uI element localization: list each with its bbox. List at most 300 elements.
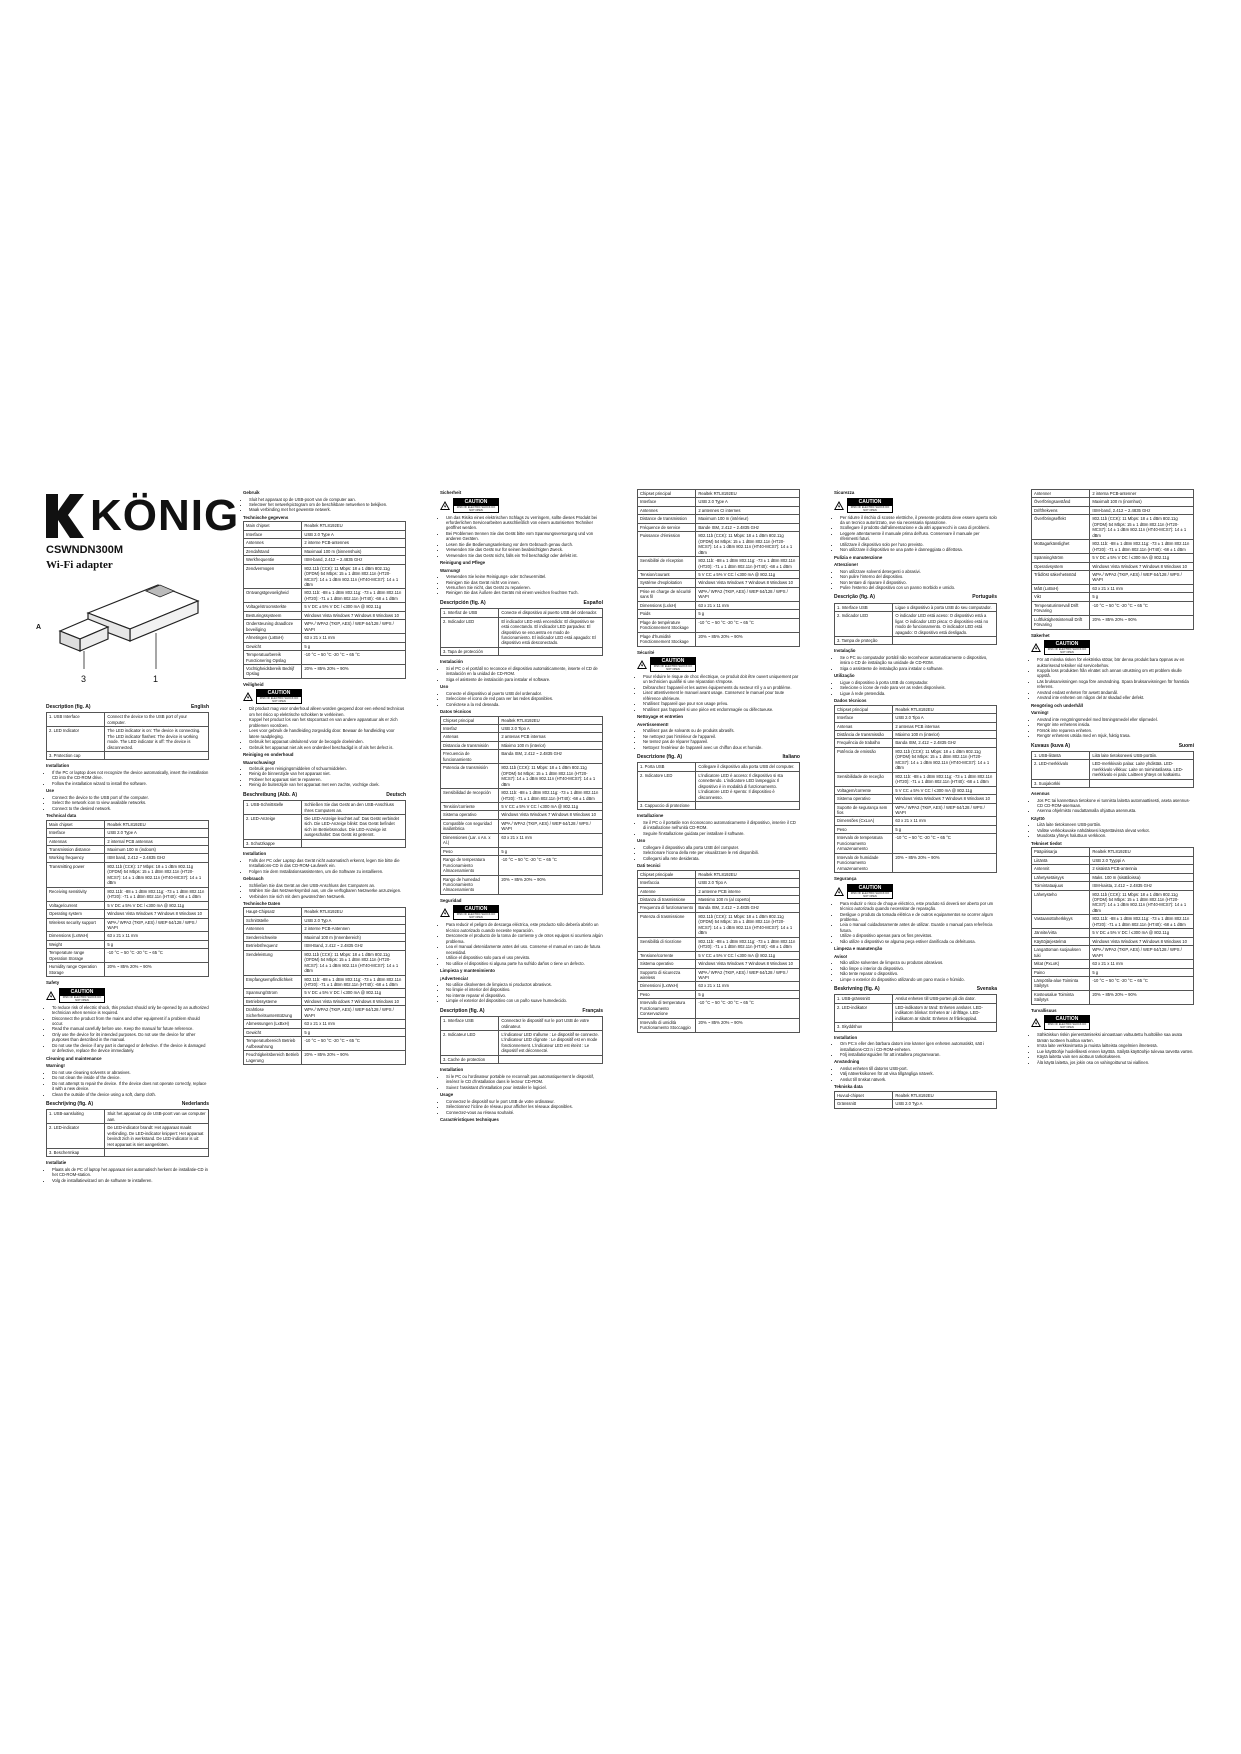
list-item: • Utilice el dispositivo solo para el uso previsto. <box>446 955 603 960</box>
list-item: • Ne nettoyez pas l'intérieur de l'appareil. <box>643 734 800 739</box>
list-item: • Verwenden Sie das Gerät nicht, falls ein Teil beschädigt oder defekt ist. <box>446 553 603 558</box>
caution-label-box <box>453 498 499 513</box>
cleaning-heading-fr: Nettoyage et entretien <box>637 714 684 720</box>
technical-data-table-es <box>440 716 603 895</box>
table-key-cell: Antennes <box>638 506 696 514</box>
use-heading-es: Uso <box>440 684 449 690</box>
table-row <box>244 950 406 975</box>
table-key-cell: Peso <box>835 825 893 833</box>
table-value-cell: Maximalt 100 m (inomhus) <box>1090 498 1194 506</box>
brand-wordmark: KÖNIG <box>90 491 240 540</box>
table-row <box>441 750 603 764</box>
safety-list-it <box>834 515 997 553</box>
table-value-cell: 2 antenas PCB internas <box>893 722 997 730</box>
table-row <box>1032 554 1194 562</box>
table-value-cell: WPA / WPA2 (TKIP, AES) / WEP 64/128 / WPS / WAPI <box>893 803 997 817</box>
table-row <box>835 637 997 645</box>
list-item: • Bei Problemen trennen Sie das Gerät bitte vom Spannungsversorgung und von anderen Geräten. <box>446 531 603 542</box>
table-value-cell: -10 °C ~ 50 °C -20 °C ~ 65 °C <box>696 999 800 1018</box>
table-value-cell: Windows Vista Windows 7 Windows 8 Windows 10 <box>1090 937 1194 945</box>
list-item: • Reinig de binnenzijde van het apparaat niet. <box>249 771 406 776</box>
table-value-cell: Windows Vista Windows 7 Windows 8 Windows 10 <box>302 611 406 619</box>
table-value-cell: Maximaal 100 m (binnenshuis) <box>302 547 406 555</box>
table-row <box>244 942 406 950</box>
technical-data-table-sv <box>834 1091 997 1109</box>
table-row <box>1032 929 1194 937</box>
table-row <box>47 949 209 963</box>
column-english-dutch <box>46 700 209 1185</box>
table-row <box>638 632 800 646</box>
table-value-cell: 2 antenas PCB internas <box>499 733 603 741</box>
caution-title: CAUTION <box>1045 1016 1089 1023</box>
list-item: • Valitse verkkokuvake nähdäksesi käytettävissä olevat verkot. <box>1037 828 1194 833</box>
table-row <box>244 1020 406 1028</box>
protection-cap-drawing <box>60 619 108 651</box>
list-item: • Använd endast enheten för avsett ändamål. <box>1037 690 1194 695</box>
table-key-cell: Intervalo de temperatura Funcionamento Armazenamento <box>835 834 893 853</box>
table-key-cell: 1. USB-liitäntä <box>1032 751 1090 759</box>
table-row <box>244 642 406 650</box>
table-row <box>638 601 800 609</box>
table-key-cell: Paino <box>1032 968 1090 976</box>
list-item: • Anslut enheten till datorns USB-port. <box>840 1066 997 1071</box>
table-row <box>47 918 209 932</box>
caution-label-box <box>1044 640 1090 655</box>
table-row <box>1032 601 1194 615</box>
table-value-cell: WPA / WPA2 (TKIP, AES) / WEP 64/128 / WPS / WAPI <box>696 968 800 982</box>
technical-data-table-sv-cont <box>1031 489 1194 630</box>
table-row <box>441 741 603 749</box>
table-key-cell: Zendvermogen <box>244 564 302 589</box>
table-row <box>47 829 209 837</box>
list-item: • N'utilisez pas l'appareil si une pièce est endommagée ou défectueuse. <box>643 707 800 712</box>
table-row <box>1032 615 1194 629</box>
table-value-cell: LED-indikatorn är tänd: Enheten ansluter. LED-indikatorn blinkar: Enheten är i driftläge. LED-indikatorn är släckt: Enheten är frånkopplad. <box>893 1003 997 1022</box>
table-row <box>441 1055 603 1063</box>
caution-label-box <box>847 498 893 513</box>
installation-list-es <box>440 666 603 682</box>
list-item: • Lesen Sie die Bedienungsanleitung vor dem Gebrauch genau durch. <box>446 542 603 547</box>
table-key-cell: Plage d'humidité Fonctionnement Stockage <box>638 632 696 646</box>
table-value-cell: 802.11b: -88 ± 1 dBm 802.11g: -73 ± 1 dBm 802.11n (HT20): -71 ± 1 dBm 802.11n (HT40): -68 ± 1 dBm <box>696 557 800 571</box>
list-item: • Follow the installation wizard to install the software. <box>52 781 209 786</box>
technical-data-heading-pt: Dados técnicos <box>834 698 867 704</box>
table-row <box>638 763 800 771</box>
table-value-cell: Realtek RTL8192EU <box>302 908 406 916</box>
table-row <box>1032 856 1194 864</box>
table-value-cell: Realtek RTL8192EU <box>893 1091 997 1099</box>
list-item: • Si le PC ou l'ordinateur portable ne reconnaît pas automatiquement le dispositif, insérez le CD d'installation dans le lecteur CD-ROM. <box>446 1074 603 1085</box>
table-value-cell: 20% ~ 85% 20% ~ 90% <box>302 664 406 678</box>
table-value-cell: -10 °C ~ 50 °C -20 °C ~ 65 °C <box>302 1037 406 1051</box>
table-key-cell: Käyttöjärjestelmä <box>1032 937 1090 945</box>
table-key-cell: Tension/courant <box>638 570 696 578</box>
caution-title: CAUTION <box>454 499 498 506</box>
table-key-cell: Temperaturbereich Betrieb Aufbewahrung <box>244 1037 302 1051</box>
caution-block <box>1031 1015 1194 1030</box>
table-value-cell <box>302 839 406 847</box>
cleaning-list-fr <box>637 728 800 750</box>
table-value-cell: USB 2.0 Tipo A <box>499 725 603 733</box>
use-list-de <box>243 883 406 899</box>
table-row <box>47 1110 209 1124</box>
technical-data-heading-fr: Caractéristiques techniques <box>440 1116 499 1122</box>
technical-data-table-fr <box>637 489 800 647</box>
list-item: • Reinigen Sie das Gerät nicht von innen. <box>446 580 603 585</box>
table-key-cell: 2. Indicador LED <box>441 617 499 647</box>
table-value-cell: 802.11b (CCK): 11 Mbps: 18 ± 1 dBm 802.11g (OFDM) 54 Mbps: 15 ± 1 dBm 802.11n (HT20-MCS7): 14 ± 1 dBm 802.11n (HT40-MCS7): 14 ± 1 dBm <box>696 532 800 557</box>
cleaning-heading-nl: Reiniging en onderhoud <box>243 752 294 757</box>
table-value-cell: 63 x 21 x 11 mm <box>302 634 406 642</box>
table-key-cell: Interface <box>835 714 893 722</box>
table-row <box>441 764 603 789</box>
table-key-cell: Chipset principal <box>638 490 696 498</box>
table-key-cell: Antenne <box>638 887 696 895</box>
safety-list-sv <box>1031 657 1194 701</box>
table-row <box>244 634 406 642</box>
table-value-cell: ISM-Band, 2.412 ~ 2.4835 GHz <box>302 942 406 950</box>
table-row <box>1032 751 1194 759</box>
table-row <box>638 801 800 809</box>
use-heading-en: Use <box>46 788 55 794</box>
caution-block <box>1031 640 1194 655</box>
table-key-cell: Intervallo di temperatura Funzionamento Conservazione <box>638 999 696 1018</box>
caution-label-box <box>650 657 696 672</box>
list-item: • Read the manual carefully before use. Keep the manual for future reference. <box>52 1026 209 1031</box>
table-key-cell: 3. Beschermkap <box>47 1148 105 1156</box>
table-value-cell: -10 °C ~ 50 °C -20 °C ~ 65 °C <box>893 834 997 853</box>
table-row <box>835 995 997 1003</box>
table-value-cell: WPA / WPA2 (TKIP, AES) / WEP 64/128 / WPS / WAPI <box>302 620 406 634</box>
table-value-cell: USB 2.0 Typ A <box>302 916 406 924</box>
table-row <box>835 731 997 739</box>
table-key-cell: Överföringsavstånd <box>1032 498 1090 506</box>
table-value-cell: WPA / WPA2 (TKIP, AES) / WEP 64/128 / WPS / WAPI <box>696 587 800 601</box>
language-label: English <box>190 704 209 710</box>
table-value-cell: ISM band, 2.412 ~ 2.4835 GHz <box>105 854 209 862</box>
table-key-cell: Interfaz <box>441 725 499 733</box>
cleaning-heading-pt: Limpeza e manutenção <box>834 946 883 952</box>
table-value-cell: 63 x 21 x 11 mm <box>499 833 603 847</box>
list-item: • Non pulire l'interno del dispositivo. <box>840 574 997 579</box>
table-row <box>835 786 997 794</box>
table-key-cell: Gewicht <box>244 642 302 650</box>
list-item: • Conecte el dispositivo al puerto USB del ordenador. <box>446 691 603 696</box>
table-key-cell: Fréquence de service <box>638 523 696 531</box>
table-row <box>835 1100 997 1108</box>
use-list-en <box>46 795 209 811</box>
table-row <box>441 617 603 647</box>
installation-list-fr <box>440 1074 603 1090</box>
table-row <box>638 557 800 571</box>
list-item: • Desligue o produto da tomada elétrica e de outros equipamentos se ocorrer algum problema. <box>840 912 997 923</box>
table-value-cell: Ligue o dispositivo à porta USB do seu computador. <box>893 603 997 611</box>
table-row <box>47 963 209 977</box>
table-value-cell: 20% ~ 85% 20% ~ 90% <box>1090 990 1194 1004</box>
section-title: Description (fig. A) <box>440 1007 485 1014</box>
list-item: • Selezionare l'icona della rete per visualizzare le reti disponibili. <box>643 850 800 855</box>
table-key-cell: Langattoman suojauksen tuki <box>1032 946 1090 960</box>
list-item: • Käytä laitetta vain sen aiottuun tarkoitukseen. <box>1037 1054 1194 1059</box>
table-value-cell: Maks. 100 m (sisätiloissa) <box>1090 873 1194 881</box>
list-item: • Select the network icon to view available networks. <box>52 800 209 805</box>
table-key-cell: Humidity range Operation Storage <box>47 963 105 977</box>
table-key-cell: Antenas <box>835 722 893 730</box>
table-row <box>1032 890 1194 915</box>
caution-label-box <box>256 689 302 704</box>
table-key-cell: Gewicht <box>244 1028 302 1036</box>
installation-heading-pt: Instalação <box>834 648 856 654</box>
table-value-cell: 5 g <box>499 847 603 855</box>
caution-title: CAUTION <box>60 989 104 996</box>
table-row <box>638 904 800 912</box>
table-value-cell: USB 2.0 Tipo A <box>696 879 800 887</box>
table-row <box>441 819 603 833</box>
language-label: Español <box>583 599 603 606</box>
list-item: • Do not attempt to repair the device. If the device does not operate correctly, replace it with a new device. <box>52 1081 209 1092</box>
table-row <box>244 814 406 839</box>
table-key-cell: 2. Indicatore LED <box>638 771 696 801</box>
table-key-cell: 3. Tapa de protección <box>441 647 499 655</box>
table-key-cell: Zendafstand <box>244 547 302 555</box>
warning-triangle-icon <box>834 501 844 510</box>
table-row <box>835 714 997 722</box>
table-row <box>244 1037 406 1051</box>
table-key-cell: 1. Interface USB <box>441 1017 499 1031</box>
use-list-pt <box>834 680 997 696</box>
description-table-de <box>243 800 406 848</box>
table-key-cell: Tensión/corriente <box>441 803 499 811</box>
table-key-cell: Main chipset <box>244 522 302 530</box>
table-value-cell: Sluit het apparaat op de USB-poort van uw computer aan. <box>105 1110 209 1124</box>
table-row <box>835 795 997 803</box>
table-key-cell: Supporto di sicurezza wireless <box>638 968 696 982</box>
table-value-cell: 5 V DC ± 5% V DC / ≤300 mA @ 802.11g <box>1090 929 1194 937</box>
table-key-cell: Wireless security support <box>47 918 105 932</box>
list-item: • Connect the device to the USB port of the computer. <box>52 795 209 800</box>
table-key-cell: Système d'exploitation <box>638 579 696 587</box>
table-row <box>441 647 603 655</box>
caution-title: CAUTION <box>651 658 695 665</box>
installation-list-sv <box>834 1041 997 1057</box>
table-key-cell: 2. LED-indicator <box>47 1124 105 1149</box>
table-key-cell: Haupt-Chipsatz <box>244 908 302 916</box>
table-row <box>1032 570 1194 584</box>
list-item: • Limpe o exterior do dispositivo utilizando um pano macio e húmido. <box>840 977 997 982</box>
table-key-cell: Potencia de transmisión <box>441 764 499 789</box>
technical-data-heading-fi: Tekniset tiedot <box>1031 840 1062 846</box>
table-value-cell: 2 antenne PCB interne <box>696 887 800 895</box>
safety-list-nl <box>243 706 406 750</box>
table-row <box>638 870 800 878</box>
technical-data-heading-de: Technische Daten <box>243 900 281 906</box>
table-value-cell: -10 °C ~ 50 °C -20 °C ~ 65 °C <box>1090 601 1194 615</box>
list-item: • No limpie el interior del dispositivo. <box>446 987 603 992</box>
list-item: • För att minska risken för elektriska stötar, bör denna produkt bara öppnas av en auktoriserad tekniker vid servicebehov. <box>1037 657 1194 668</box>
section-title: Beskrivning (fig. A) <box>834 986 880 993</box>
list-item: • Maak verbinding met het gewenste netwerk. <box>249 507 406 512</box>
use-heading-it: Uso <box>637 838 646 844</box>
language-label: Suomi <box>1178 742 1194 749</box>
table-row <box>244 933 406 941</box>
table-key-cell: Plage de température Fonctionnement Stockage <box>638 618 696 632</box>
table-row <box>244 611 406 619</box>
list-item: • Conéctese a la red deseada. <box>446 702 603 707</box>
table-value-cell: 2 interna PCB-antenner <box>1090 490 1194 498</box>
caution-title: CAUTION <box>848 885 892 892</box>
technical-data-heading-es: Datos técnicos <box>440 709 472 715</box>
table-value-cell: 20% ~ 85% 20% ~ 90% <box>302 1051 406 1065</box>
warning-triangle-icon <box>1031 643 1041 652</box>
warning-label-es: ¡Advertencia! <box>440 975 469 981</box>
table-row <box>835 612 997 637</box>
table-key-cell: Voltage/current <box>47 901 105 909</box>
table-row <box>47 854 209 862</box>
caution-title: CAUTION <box>257 690 301 697</box>
list-item: • Connectez le dispositif sur le port USB de votre ordinateur. <box>446 1099 603 1104</box>
section-title: Descrizione (fig. A) <box>637 754 683 760</box>
description-header-de <box>243 792 406 798</box>
list-item: • Ne tentez pas de réparer l'appareil. <box>643 739 800 744</box>
list-item: • Si el PC o el portátil no reconoce el dispositivo automáticamente, inserte el CD de instalación en la unidad de CD-ROM. <box>446 666 603 677</box>
table-row <box>441 609 603 617</box>
table-value-cell: Banda ISM, 2.412 ~ 2.4835 GHz <box>499 750 603 764</box>
table-value-cell: De LED-indicator brandt: Het apparaat maakt verbinding. De LED-indicator knippert: Het apparaat bevindt zich in werkstand. De LED-indicator is uit: Het apparaat is niet aangesloten. <box>105 1124 209 1149</box>
table-key-cell: 2. Indicador LED <box>835 612 893 637</box>
table-value-cell <box>499 647 603 655</box>
table-value-cell: Collegare il dispositivo alla porta USB del computer. <box>696 763 800 771</box>
list-item: • Siga el asistente de instalación para instalar el software. <box>446 677 603 682</box>
list-item: • Schließen Sie das Gerät an den USB-Anschluss des Computers an. <box>249 883 406 888</box>
list-item: • Följ installationsguiden för att installera programvaran. <box>840 1052 997 1057</box>
list-item: • Reinig de buitenzijde van het apparaat met een zachte, vochtige doek. <box>249 782 406 787</box>
list-item: • Leggere attentamente il manuale prima dell'uso. Conservare il manuale per riferimenti futuri. <box>840 531 997 542</box>
table-key-cell: Antenner <box>1032 490 1090 498</box>
table-key-cell: Dimensões (CxLxA) <box>835 817 893 825</box>
table-value-cell <box>696 801 800 809</box>
table-key-cell: Distância de transmissão <box>835 731 893 739</box>
table-key-cell: 2. LED-Anzeige <box>244 814 302 839</box>
table-value-cell: Realtek RTL8192EU <box>105 820 209 828</box>
table-row <box>244 908 406 916</box>
column-dutch-german <box>243 488 406 1068</box>
table-value-cell: 5 V CC ± 5% V CC / ≤300 mA @ 802.11g <box>499 803 603 811</box>
table-key-cell: 2. Indicateur LED <box>441 1031 499 1056</box>
description-header-fi <box>1031 743 1194 749</box>
list-item: • Dit product mag voor onderhoud alleen worden geopend door een erkend technicus om het risico op elektrische schokken te verkleinen. <box>249 706 406 717</box>
list-item: • Do not clean the inside of the device. <box>52 1075 209 1080</box>
table-value-cell: 802.11b: -88 ± 1 dBm 802.11g: -73 ± 1 dBm 802.11n (HT20): -71 ± 1 dBm 802.11n (HT40): -68 ± 1 dBm <box>696 937 800 951</box>
table-row <box>244 589 406 603</box>
table-key-cell: Potenza di trasmissione <box>638 912 696 937</box>
table-key-cell: 1. Interface USB <box>835 603 893 611</box>
table-key-cell: Feuchtigkeitsbereich Betrieb Lagerung <box>244 1051 302 1065</box>
table-key-cell: Afmetingen (LxBxH) <box>244 634 302 642</box>
list-item: • Selecteer het netwerkpictogram om de beschikbare netwerken te bekijken. <box>249 502 406 507</box>
list-item: • Volg de installatiewizard om de software te installeren. <box>52 1178 209 1183</box>
description-header-es <box>440 600 603 606</box>
table-row <box>441 833 603 847</box>
table-key-cell: Distance de transmission <box>638 515 696 523</box>
table-value-cell: Connectez le dispositif sur le port USB de votre ordinateur. <box>499 1017 603 1031</box>
table-value-cell <box>105 751 209 759</box>
list-item: • No utilice disolventes de limpieza ni productos abrasivos. <box>446 982 603 987</box>
table-key-cell: Antennen <box>244 925 302 933</box>
list-item: • Reinigen Sie das Äußere des Geräts mit einem weichen feuchten Tuch. <box>446 590 603 595</box>
section-title: Descrição (fig. A) <box>834 594 875 601</box>
language-label: Français <box>582 1007 603 1014</box>
table-row <box>1032 968 1194 976</box>
table-row <box>835 1023 997 1031</box>
description-table-pt <box>834 603 997 646</box>
konig-k-mark-icon <box>46 494 84 538</box>
description-header-en <box>46 704 209 710</box>
table-row <box>1032 937 1194 945</box>
table-key-cell: Peso <box>441 847 499 855</box>
table-row <box>244 620 406 634</box>
cleaning-heading-de: Reinigung und Pflege <box>440 560 486 566</box>
list-item: • Para reduzir o risco de choque eléctrico, este produto só deverá ser aberto por um técnico autorizado quando necessitar de reparação. <box>840 901 997 912</box>
table-row <box>638 937 800 951</box>
table-value-cell: Máximo 100 m (interior) <box>499 741 603 749</box>
table-row <box>638 587 800 601</box>
caution-block <box>637 657 800 672</box>
callout-1: 1 <box>153 674 159 684</box>
table-value-cell: 802.11b (CCK): 11 Mbps: 18 ± 1 dBm 802.11g (OFDM) 54 Mbps: 15 ± 1 dBm 802.11n (HT20-MCS7): 14 ± 1 dBm 802.11n (HT40-MCS7): 14 ± 1 dBm <box>1090 515 1194 540</box>
list-item: • Anslut till önskat nätverk. <box>840 1077 997 1082</box>
table-row <box>638 498 800 506</box>
table-row <box>244 975 406 989</box>
warning-label-it: Attenzione! <box>834 562 858 568</box>
table-row <box>441 725 603 733</box>
table-value-cell: 63 x 21 x 11 mm <box>302 1020 406 1028</box>
table-value-cell: USB 2.0 Type A <box>105 829 209 837</box>
table-row <box>638 610 800 618</box>
table-row <box>47 862 209 887</box>
safety-list-en <box>46 1005 209 1054</box>
table-key-cell: Drahtlose Sicherheitsunterstützung <box>244 1006 302 1020</box>
description-table-nl <box>46 1109 209 1157</box>
cleaning-list-es <box>440 982 603 1004</box>
list-item: • Muodosta yhteys haluttuun verkkoon. <box>1037 833 1194 838</box>
table-row <box>47 820 209 828</box>
table-value-cell: Windows Vista Windows 7 Windows 8 Windows 10 <box>302 997 406 1005</box>
table-value-cell: 2 internal PCB antennas <box>105 837 209 845</box>
table-value-cell: Connect the device to the USB port of your computer. <box>105 713 209 727</box>
use-heading-fi: Käyttö <box>1031 815 1045 821</box>
table-key-cell: 3. Cappuccio di protezione <box>638 801 696 809</box>
table-value-cell: 802.11b: -88 ± 1 dBm 802.11g: -73 ± 1 dBm 802.11n (HT20): -71 ± 1 dBm 802.11n (HT40): -68 ± 1 dBm <box>1090 915 1194 929</box>
table-value-cell: WPA / WPA2 (TKIP, AES) / WEP 64/128 / WPS / WAPI <box>499 819 603 833</box>
list-item: • Probeer het apparaat niet te repareren. <box>249 777 406 782</box>
list-item: • Selecione o ícone de rede para ver as redes disponíveis. <box>840 685 997 690</box>
table-row <box>638 879 800 887</box>
list-item: • Wählen Sie das Netzwerksymbol aus, um die verfügbaren Netzwerke anzuzeigen. <box>249 888 406 893</box>
list-item: • Sluit het apparaat op de USB-poort van de computer aan. <box>249 497 406 502</box>
table-key-cell: Ontvangstgevoeligheid <box>244 589 302 603</box>
list-item: • Clean the outside of the device using a soft, damp cloth. <box>52 1092 209 1097</box>
list-item: • Koppla loss produkten från elnätet och annan utrustning om ett problem skulle uppstå. <box>1037 668 1194 679</box>
table-key-cell: 2. LED Indicator <box>47 727 105 752</box>
description-table-es <box>440 608 603 656</box>
table-value-cell: Realtek RTL8192EU <box>893 705 997 713</box>
table-key-cell: Frecuencia de funcionamiento <box>441 750 499 764</box>
table-value-cell: 2 sisäistä PCB-antennia <box>1090 865 1194 873</box>
table-row <box>1032 506 1194 514</box>
list-item: • Verbinden Sie sich mit dem gewünschten Netzwerk. <box>249 894 406 899</box>
table-row <box>835 1091 997 1099</box>
description-header-fr <box>440 1008 603 1014</box>
